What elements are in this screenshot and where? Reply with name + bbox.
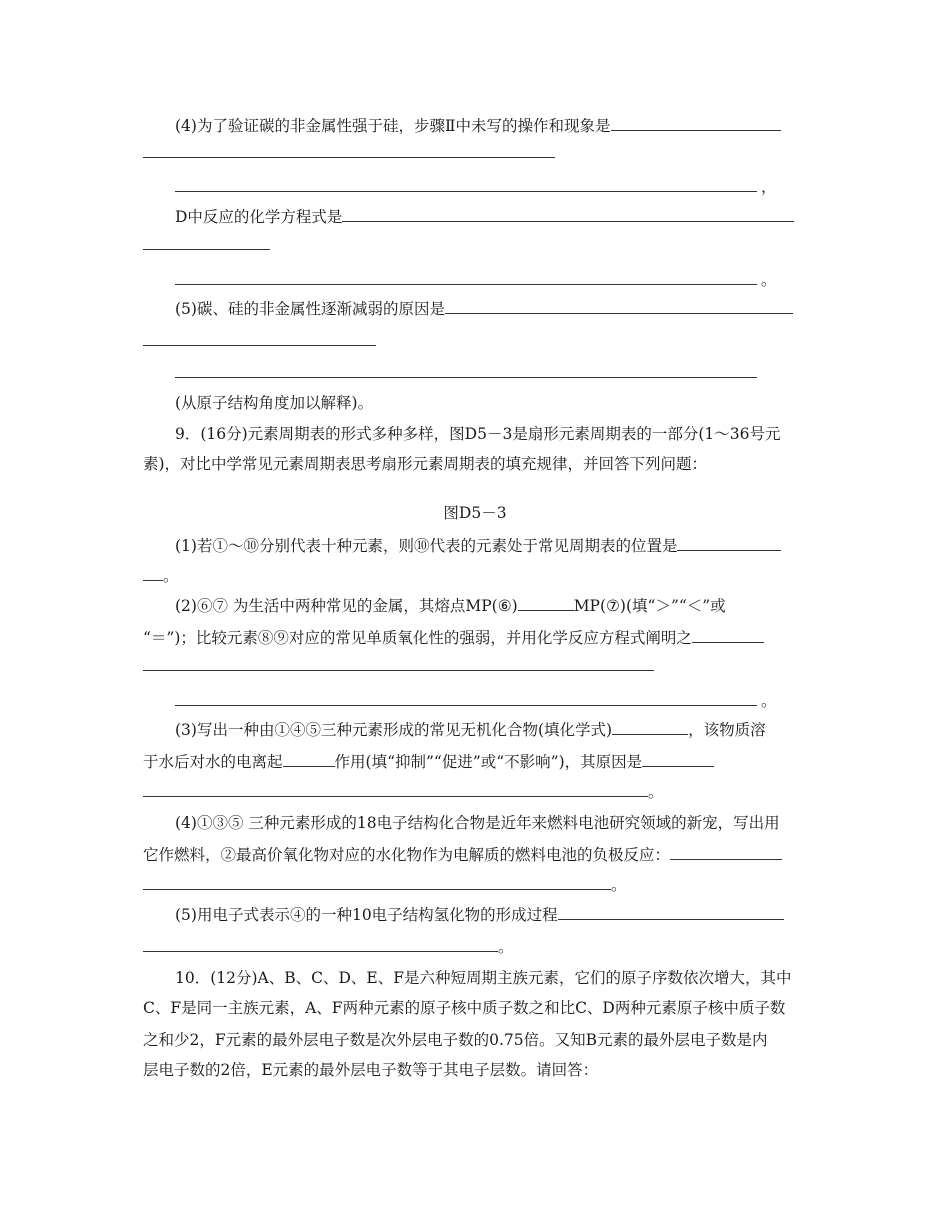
q9-part4-line1: (4)①③⑤ 三种元素形成的18电子结构化合物是近年来燃料电池研究领域的新宠，写出用 [175, 814, 780, 832]
q9-part2-line2 [143, 627, 764, 649]
answer-blank[interactable] [283, 752, 335, 767]
q9-part3-prompt-d: 作用(填“抑制”“促进”或“不影响”)，其原因是 [334, 753, 643, 771]
answer-blank[interactable] [677, 536, 781, 551]
q9-part2-prompt-c: “＝”)；比较元素⑧⑨对应的常见单质氧化性的强弱，并用化学反应方程式阐明之 [143, 629, 692, 647]
q9-part2-line1 [175, 595, 726, 617]
period: 。 [498, 938, 514, 956]
period: 。 [163, 567, 179, 585]
q9-part5-line [175, 904, 784, 926]
q10-line3: 之和少2，F元素的最外层电子数是次外层电子数的0.75倍。又知B元素的最外层电子数是内 [143, 1031, 768, 1049]
q9-part2-prompt-a: (2)⑥⑦ 为生活中两种常见的金属，其熔点MP(⑥) [175, 597, 518, 615]
q8-part5-line [175, 298, 793, 320]
period: 。 [761, 271, 777, 289]
answer-blank[interactable] [143, 782, 648, 797]
period: 。 [611, 876, 627, 894]
answer-line[interactable] [175, 377, 757, 378]
q10-line2: C、F是同一主族元素，A、F两种元素的原子核中质子数之和比C、D两种元素原子核中质子数 [143, 999, 786, 1017]
q9-part3-prompt-a: (3)写出一种由①④⑤三种元素形成的常见无机化合物(填化学式) [175, 721, 613, 739]
q8-part4-equation-line [175, 206, 794, 228]
q9-part5-end-line [143, 936, 514, 958]
period: 。 [648, 783, 664, 801]
q8-part5-prompt: (5)碳、硅的非金属性逐渐减弱的原因是 [175, 300, 445, 318]
q9-part3-prompt-c: 于水后对水的电离起 [143, 753, 283, 771]
answer-blank[interactable] [143, 875, 611, 890]
q10-line1: 10．(12分)A、B、C、D、E、F是六种短周期主族元素，它们的原子序数依次增大，其中 [175, 969, 792, 987]
q9-part1-end-line [143, 565, 179, 587]
q9-part3-line1 [175, 719, 766, 741]
answer-blank[interactable] [342, 207, 794, 222]
answer-line[interactable] [143, 157, 555, 158]
answer-line[interactable] [175, 191, 757, 192]
q9-part3-line2 [143, 751, 714, 773]
q9-part1-line [175, 535, 781, 557]
q10-line4: 层电子数的2倍，E元素的最外层电子数等于其电子层数。请回答： [143, 1061, 599, 1079]
answer-blank[interactable] [558, 905, 784, 920]
answer-blank[interactable] [143, 937, 498, 952]
comma: ， [761, 178, 777, 196]
q8-part4-equation-prompt: D中反应的化学方程式是 [175, 208, 343, 226]
q9-part4-line2 [143, 844, 782, 866]
q9-part2-prompt-b: MP(⑦)(填“＞”“＜”或 [573, 597, 726, 615]
answer-blank[interactable] [445, 299, 793, 314]
answer-line[interactable] [143, 249, 270, 250]
q9-part1-prompt: (1)若①～⑩分别代表十种元素，则⑩代表的元素处于常见周期表的位置是 [175, 537, 678, 555]
q8-part4-line [175, 115, 781, 137]
q9-part3-end-line [143, 781, 664, 803]
answer-blank[interactable] [670, 845, 782, 860]
answer-blank[interactable] [612, 720, 688, 735]
period: 。 [761, 692, 777, 710]
q9-part4-prompt: 它作燃料，②最高价氧化物对应的水化物作为电解质的燃料电池的负极反应： [143, 846, 671, 864]
q9-intro-line1: 9．(16分)元素周期表的形式多种多样，图D5－3是扇形元素周期表的一部分(1～36号元 [175, 425, 781, 443]
answer-blank[interactable] [143, 566, 163, 581]
answer-blank[interactable] [611, 116, 781, 131]
answer-line[interactable] [175, 284, 757, 285]
q9-part5-prompt: (5)用电子式表示④的一种10电子结构氢化物的形成过程 [175, 906, 558, 924]
figure-caption: 图D5－3 [443, 504, 507, 522]
answer-blank[interactable] [518, 596, 574, 611]
answer-blank[interactable] [692, 628, 764, 643]
q8-part5-tail: (从原子结构角度加以解释)。 [175, 394, 374, 412]
q9-part3-prompt-b: ，该物质溶 [688, 721, 766, 739]
q8-part4-prompt: (4)为了验证碳的非金属性强于硅，步骤Ⅱ中未写的操作和现象是 [175, 117, 611, 135]
q9-part4-end-line [143, 874, 627, 896]
q9-intro-line2: 素)，对比中学常见元素周期表思考扇形元素周期表的填充规律，并回答下列问题： [143, 455, 708, 473]
answer-line[interactable] [143, 670, 654, 671]
answer-blank[interactable] [642, 752, 714, 767]
answer-line[interactable] [175, 705, 757, 706]
answer-line[interactable] [143, 345, 376, 346]
